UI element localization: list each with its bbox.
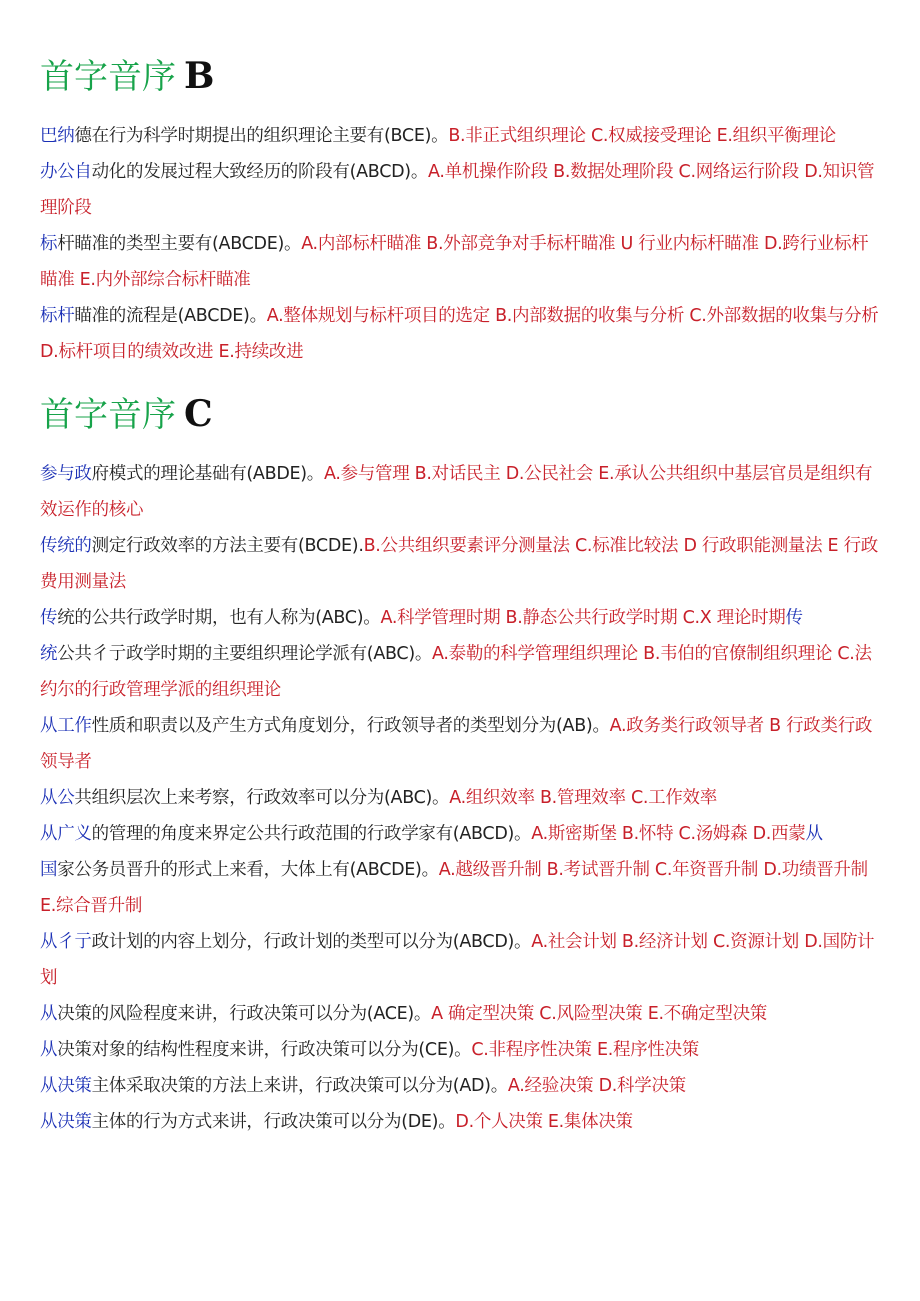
entry-question: 决策的风险程度来讲，行政决策可以分为(ACE)。 bbox=[57, 1004, 432, 1024]
entry-question: 的管理的角度来界定公共行政范围的行政学家有(ABCD)。 bbox=[91, 824, 532, 844]
entry-lead: 传统的 bbox=[40, 536, 92, 556]
entry-lead: 从 bbox=[40, 1040, 58, 1060]
section-letter: C bbox=[184, 393, 213, 435]
entry bbox=[40, 708, 882, 780]
entry-answer: A.社会计划 B.经济计划 C.资源计划 D.国防计划 bbox=[40, 932, 875, 988]
entry-answer: A.单机操作阶段 B.数据处理阶段 C.网络运行阶段 D.知识管理阶段 bbox=[40, 162, 875, 218]
entry-lead: 从彳亍 bbox=[40, 932, 92, 952]
section-heading bbox=[40, 52, 882, 100]
entry-answer: C.非程序性决策 E.程序性决策 bbox=[471, 1040, 700, 1060]
entry bbox=[40, 816, 882, 852]
entry-lead: 参与政 bbox=[40, 464, 92, 484]
entry-question: 政计划的内容上划分，行政计划的类型可以分为(ABCD)。 bbox=[91, 932, 532, 952]
section-letter: B bbox=[184, 55, 215, 97]
entry bbox=[40, 1068, 882, 1104]
entry-question: 统的公共行政学时期，也有人称为(ABC)。 bbox=[57, 608, 381, 628]
entry-lead: 从公 bbox=[40, 788, 75, 808]
entry-lead: 传 bbox=[40, 608, 58, 628]
entry-question: 公共彳亍政学时期的主要组织理论学派有(ABC)。 bbox=[57, 644, 433, 664]
section-b bbox=[40, 52, 882, 370]
entry bbox=[40, 118, 882, 154]
entry-answer: A.组织效率 B.管理效率 C.工作效率 bbox=[449, 788, 717, 808]
section-heading-label: 首字音序 bbox=[40, 57, 176, 97]
entry-question: 性质和职责以及产生方式角度划分，行政领导者的类型划分为(AB)。 bbox=[91, 716, 610, 736]
entry-lead: 从决策 bbox=[40, 1076, 92, 1096]
entry-answer: A.整体规划与标杆项目的选定 B.内部数据的收集与分析 C.外部数据的收集与分析 D.标杆项目的绩效改进 E.持续改进 bbox=[40, 306, 879, 362]
entry-lead: 标 bbox=[40, 234, 58, 254]
entry bbox=[40, 456, 882, 528]
entry-trailing-lead: 传 bbox=[785, 608, 803, 628]
entry bbox=[40, 780, 882, 816]
entry-question: 测定行政效率的方法主要有(BCDE). bbox=[91, 536, 364, 556]
entry-question: 杆瞄准的类型主要有(ABCDE)。 bbox=[57, 234, 302, 254]
entry-trailing-lead: 从 bbox=[805, 824, 823, 844]
entry-question: 府模式的理论基础有(ABDE)。 bbox=[91, 464, 324, 484]
entry-answer: A 确定型决策 C.风险型决策 E.不确定型决策 bbox=[431, 1004, 767, 1024]
entry-answer: A.越级晋升制 B.考试晋升制 C.年资晋升制 D.功绩晋升制 E.综合晋升制 bbox=[40, 860, 868, 916]
entry-answer: A.泰勒的科学管理组织理论 B.韦伯的官僚制组织理论 C.法约尔的行政管理学派的组织理论 bbox=[40, 644, 872, 700]
entry-answer: A.内部标杆瞄准 B.外部竞争对手标杆瞄准 U 行业内标杆瞄准 D.跨行业标杆瞄准 E.内外部综合标杆瞄准 bbox=[40, 234, 869, 290]
entry bbox=[40, 298, 882, 370]
entry-answer: A.参与管理 B.对话民主 D.公民社会 E.承认公共组织中基层官员是组织有效运作的核心 bbox=[40, 464, 873, 520]
document-page bbox=[40, 52, 882, 1140]
entry-question: 主体的行为方式来讲，行政决策可以分为(DE)。 bbox=[91, 1112, 456, 1132]
entry-answer: A.政务类行政领导者 B 行政类行政领导者 bbox=[40, 716, 873, 772]
entry-question: 共组织层次上来考察，行政效率可以分为(ABC)。 bbox=[74, 788, 450, 808]
entry-question: 德在行为科学时期提出的组织理论主要有(BCE)。 bbox=[74, 126, 449, 146]
entry-answer: A.经验决策 D.科学决策 bbox=[507, 1076, 686, 1096]
entry bbox=[40, 528, 882, 600]
entry bbox=[40, 226, 882, 298]
entry-answer: A.斯密斯堡 B.怀特 C.汤姆森 D.西蒙 bbox=[531, 824, 806, 844]
entry bbox=[40, 1104, 882, 1140]
entry-answer: B.非正式组织理论 C.权威接受理论 E.组织平衡理论 bbox=[448, 126, 836, 146]
entry-answer: A.科学管理时期 B.静态公共行政学时期 C.X 理论时期 bbox=[380, 608, 786, 628]
section-heading-label: 首字音序 bbox=[40, 395, 176, 435]
entry-lead: 从工作 bbox=[40, 716, 92, 736]
entry-question: 家公务员晋升的形式上来看，大体上有(ABCDE)。 bbox=[57, 860, 439, 880]
entry-lead: 办公自 bbox=[40, 162, 92, 182]
entry-question: 瞄准的流程是(ABCDE)。 bbox=[74, 306, 267, 326]
entry-lead: 巴纳 bbox=[40, 126, 75, 146]
entry-question: 决策对象的结构性程度来讲，行政决策可以分为(CE)。 bbox=[57, 1040, 472, 1060]
section-heading bbox=[40, 390, 882, 438]
entry-question: 动化的发展过程大致经历的阶段有(ABCD)。 bbox=[91, 162, 429, 182]
entry-lead: 从 bbox=[40, 1004, 58, 1024]
entry-question: 主体采取决策的方法上来讲，行政决策可以分为(AD)。 bbox=[91, 1076, 508, 1096]
entry-lead: 从决策 bbox=[40, 1112, 92, 1132]
entry-lead: 国 bbox=[40, 860, 58, 880]
entry bbox=[40, 996, 882, 1032]
section-spacer bbox=[40, 370, 882, 390]
entry-answer: D.个人决策 E.集体决策 bbox=[455, 1112, 633, 1132]
entry bbox=[40, 636, 882, 708]
entry-lead: 标杆 bbox=[40, 306, 75, 326]
entry bbox=[40, 600, 882, 636]
section-c bbox=[40, 390, 882, 1140]
entry-lead: 统 bbox=[40, 644, 58, 664]
entry bbox=[40, 1032, 882, 1068]
entry-answer: B.公共组织要素评分测量法 C.标准比较法 D 行政职能测量法 E 行政费用测量法 bbox=[40, 536, 878, 592]
entry-lead: 从广义 bbox=[40, 824, 92, 844]
entry bbox=[40, 154, 882, 226]
entry bbox=[40, 924, 882, 996]
entry bbox=[40, 852, 882, 924]
